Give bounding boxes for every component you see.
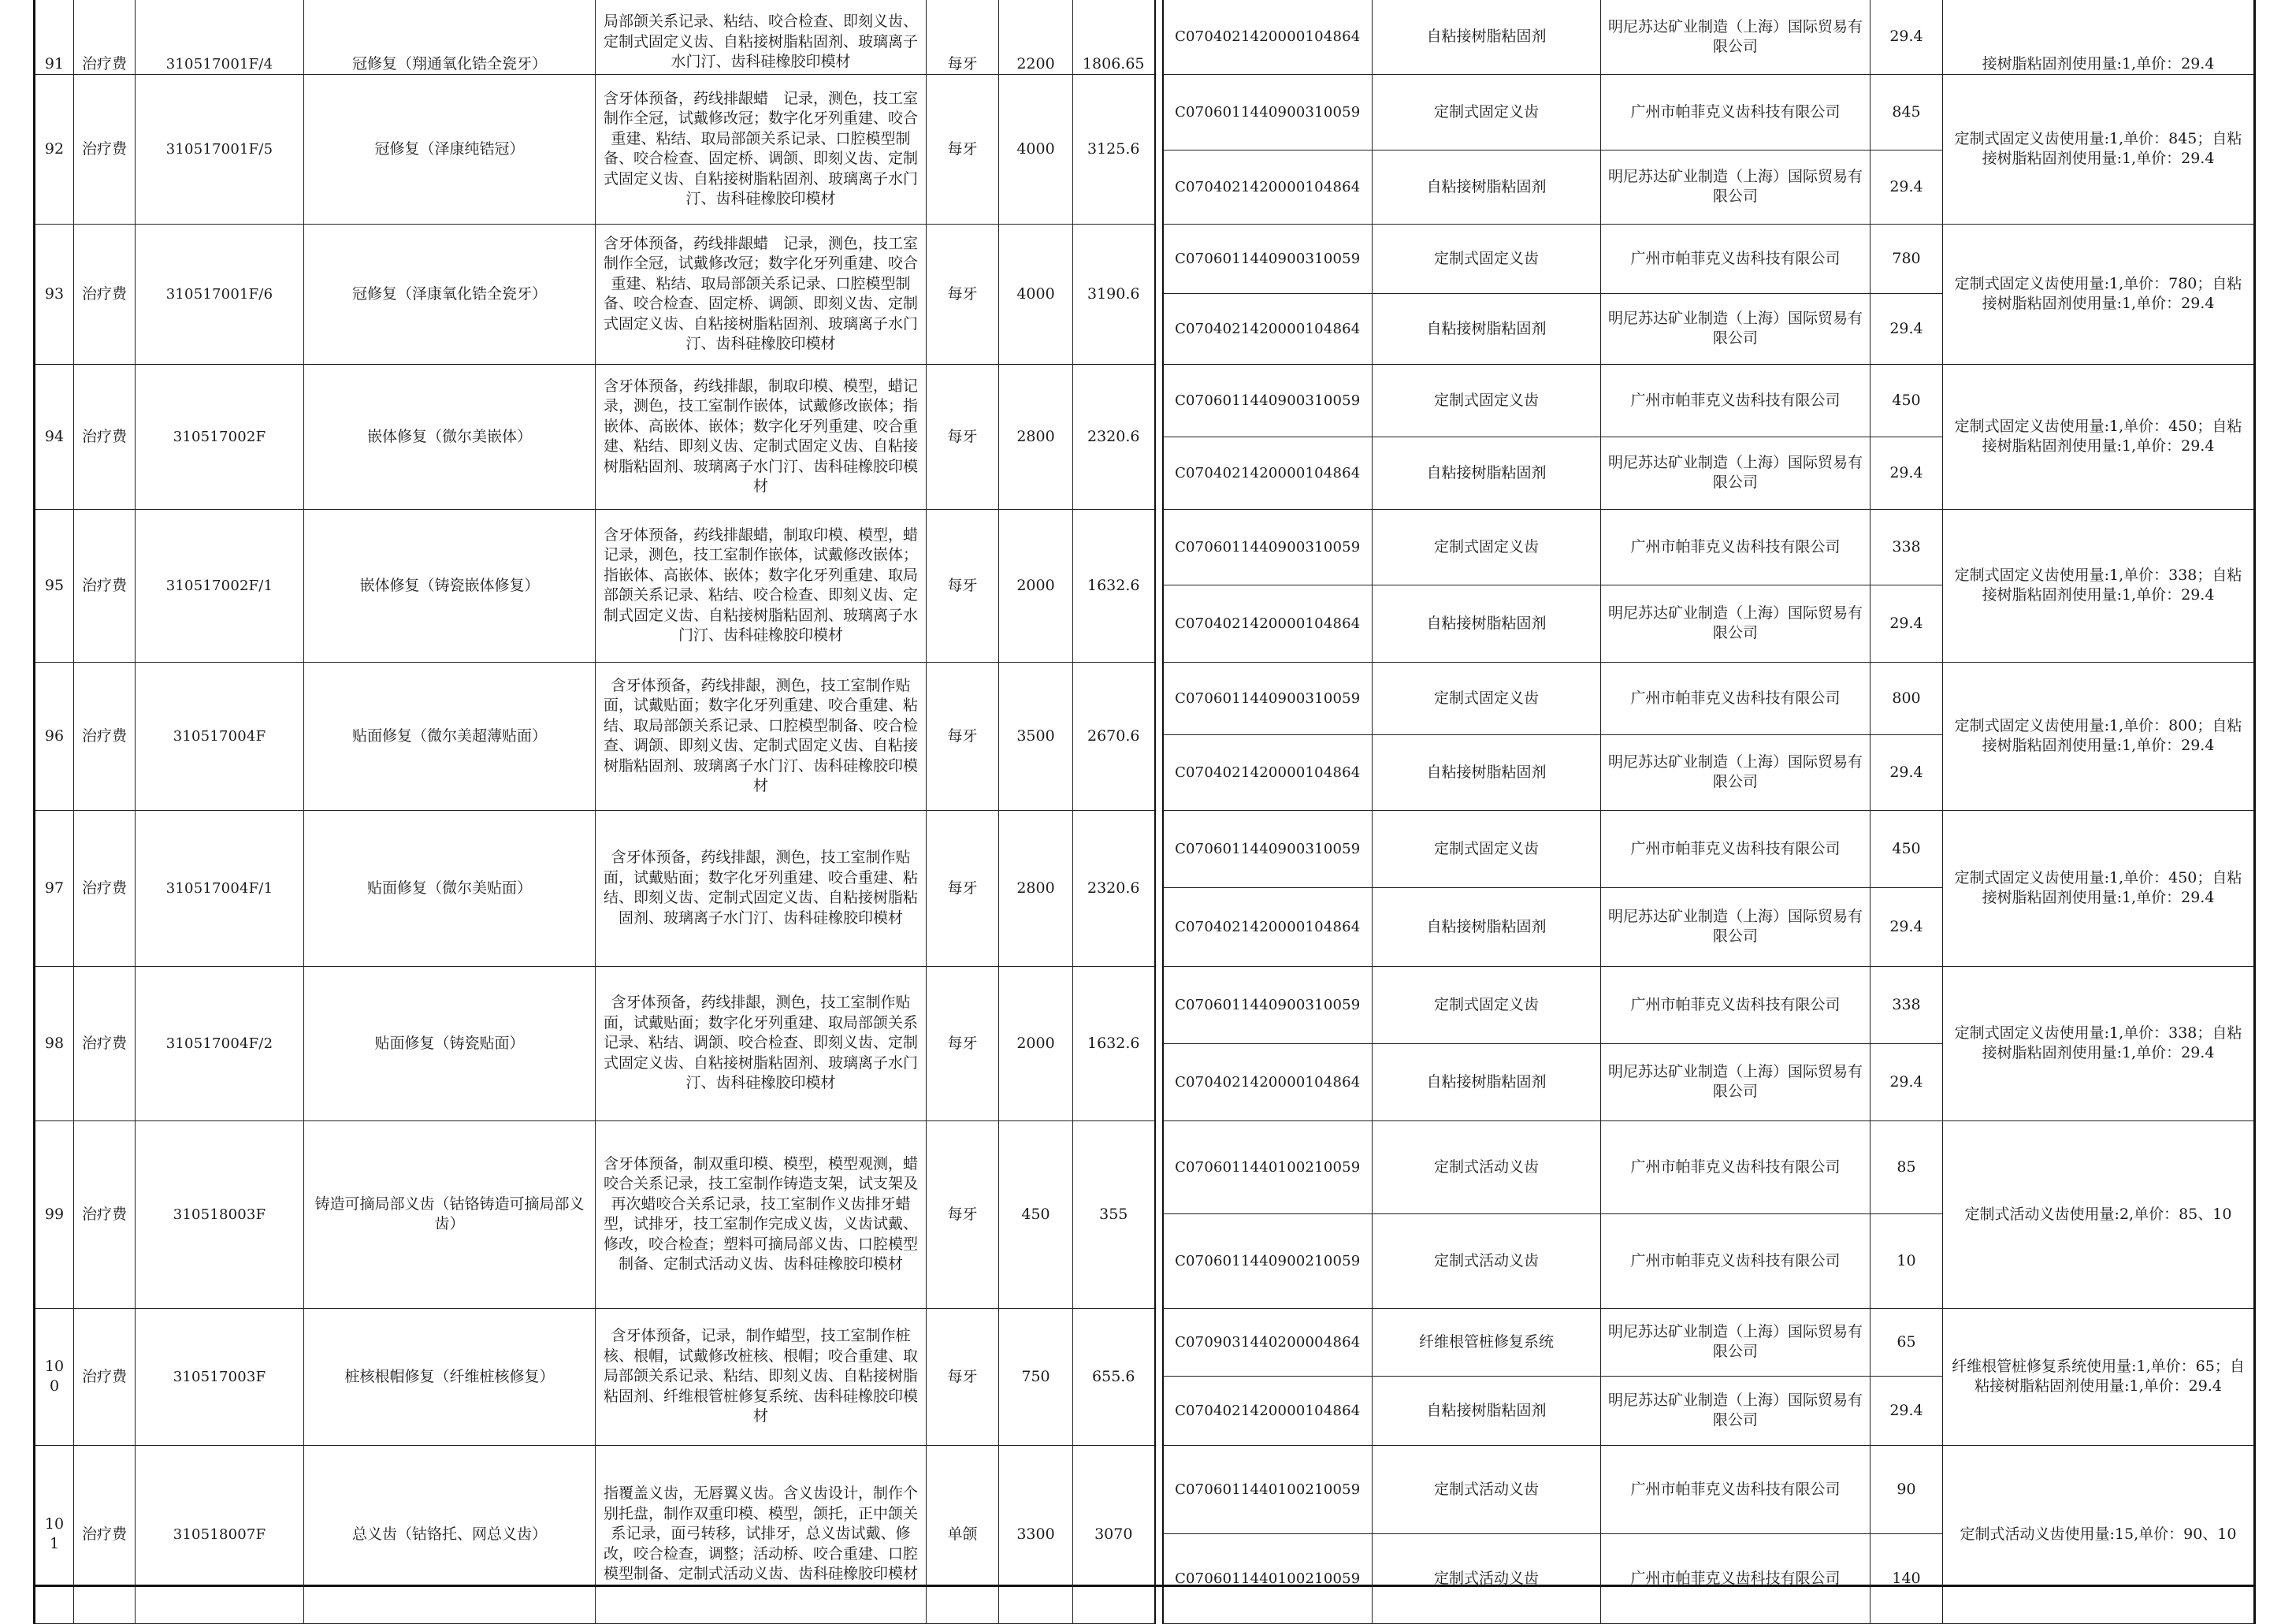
- material-maker: 广州市帕菲克义齿科技有限公司: [1601, 1120, 1870, 1213]
- fee-table-body: [35, 0, 2255, 1623]
- table-row: [35, 224, 2255, 293]
- price-actual: 3125.6: [1073, 74, 1155, 224]
- material-name: 自粘接树脂粘固剂: [1373, 150, 1601, 224]
- material-maker: 明尼苏达矿业制造（上海）国际贸易有限公司: [1601, 585, 1870, 662]
- pricing-unit: 单颌: [927, 1445, 999, 1623]
- material-code: C0704021420000104864: [1163, 150, 1373, 224]
- fee-table-sheet: [33, 0, 2253, 1587]
- price-actual: 3190.6: [1073, 224, 1155, 364]
- pricing-unit: 每牙: [927, 364, 999, 509]
- price-standard: 3500: [999, 662, 1073, 810]
- material-price: 29.4: [1870, 1043, 1943, 1120]
- material-name: 定制式活动义齿: [1373, 1120, 1601, 1213]
- column-gap: [1155, 364, 1163, 509]
- material-maker: 广州市帕菲克义齿科技有限公司: [1601, 810, 1870, 887]
- material-code: C0704021420000104864: [1163, 887, 1373, 966]
- price-actual: 1806.65: [1073, 0, 1155, 74]
- price-actual: 2670.6: [1073, 662, 1155, 810]
- item-code: 310517001F/4: [136, 0, 304, 74]
- material-price: 140: [1870, 1533, 1943, 1623]
- price-standard: 2000: [999, 509, 1073, 662]
- pricing-unit: 每牙: [927, 810, 999, 966]
- price-actual: 3070: [1073, 1445, 1155, 1623]
- material-name: 自粘接树脂粘固剂: [1373, 887, 1601, 966]
- row-number: 92: [35, 74, 74, 224]
- material-name: 定制式活动义齿: [1373, 1533, 1601, 1623]
- material-code: C0706011440900310059: [1163, 364, 1373, 437]
- material-price: 29.4: [1870, 0, 1943, 74]
- price-standard: 750: [999, 1308, 1073, 1445]
- price-standard: 2800: [999, 810, 1073, 966]
- price-actual: 1632.6: [1073, 966, 1155, 1120]
- fee-category: 治疗费: [74, 509, 136, 662]
- item-name: 贴面修复（铸瓷贴面）: [304, 966, 596, 1120]
- pricing-unit: 每牙: [927, 0, 999, 74]
- material-name: 自粘接树脂粘固剂: [1373, 437, 1601, 509]
- price-standard: 2200: [999, 0, 1073, 74]
- row-number: 99: [35, 1120, 74, 1308]
- material-price: 780: [1870, 224, 1943, 293]
- material-maker: 广州市帕菲克义齿科技有限公司: [1601, 1533, 1870, 1623]
- item-code: 310517001F/5: [136, 74, 304, 224]
- table-row: [35, 1445, 2255, 1533]
- item-content: 含牙体预备，药线排龈，测色，技工室制作贴面，试戴贴面；数字化牙列重建、咬合重建、粘结、取局部颌关系记录、口腔模型制备、咬合检查、调颌、即刻义齿、定制式固定义齿、自粘接树脂粘固剂、玻璃离子水门汀、齿科硅橡胶印模材: [596, 662, 927, 810]
- material-code: C0706011440100210059: [1163, 1533, 1373, 1623]
- material-price: 29.4: [1870, 1376, 1943, 1445]
- item-name: 冠修复（翔通氧化锆全瓷牙）: [304, 0, 596, 74]
- usage-note: 定制式固定义齿使用量:1,单价：450；自粘接树脂粘固剂使用量:1,单价：29.4: [1943, 364, 2255, 509]
- price-standard: 4000: [999, 224, 1073, 364]
- material-name: 自粘接树脂粘固剂: [1373, 293, 1601, 364]
- column-gap: [1155, 74, 1163, 224]
- material-price: 450: [1870, 364, 1943, 437]
- item-code: 310518007F: [136, 1445, 304, 1623]
- column-gap: [1155, 1445, 1163, 1623]
- price-standard: 2800: [999, 364, 1073, 509]
- material-code: C0704021420000104864: [1163, 585, 1373, 662]
- material-price: 800: [1870, 662, 1943, 734]
- material-maker: 广州市帕菲克义齿科技有限公司: [1601, 224, 1870, 293]
- material-name: 定制式固定义齿: [1373, 662, 1601, 734]
- material-code: C0704021420000104864: [1163, 293, 1373, 364]
- price-actual: 1632.6: [1073, 509, 1155, 662]
- material-price: 90: [1870, 1445, 1943, 1533]
- material-name: 定制式活动义齿: [1373, 1445, 1601, 1533]
- item-code: 310517004F/1: [136, 810, 304, 966]
- item-code: 310517004F/2: [136, 966, 304, 1120]
- item-code: 310517001F/6: [136, 224, 304, 364]
- column-gap: [1155, 224, 1163, 364]
- row-number: 101: [35, 1445, 74, 1623]
- pricing-unit: 每牙: [927, 1120, 999, 1308]
- column-gap: [1155, 0, 1163, 74]
- usage-note: 定制式固定义齿使用量:1,单价：800；自粘接树脂粘固剂使用量:1,单价：29.4: [1943, 662, 2255, 810]
- usage-note: 定制式固定义齿使用量:1,单价：338；自粘接树脂粘固剂使用量:1,单价：29.4: [1943, 966, 2255, 1120]
- table-row: [35, 509, 2255, 585]
- fee-category: 治疗费: [74, 966, 136, 1120]
- row-number: 93: [35, 224, 74, 364]
- fee-category: 治疗费: [74, 224, 136, 364]
- pricing-unit: 每牙: [927, 662, 999, 810]
- material-name: 自粘接树脂粘固剂: [1373, 734, 1601, 810]
- usage-note: 定制式活动义齿使用量:15,单价：90、10: [1943, 1445, 2255, 1623]
- material-code: C0706011440900310059: [1163, 224, 1373, 293]
- material-code: C0706011440900310059: [1163, 74, 1373, 150]
- item-content: 含牙体预备，记录，制作蜡型，技工室制作桩核、根帽，试戴修改桩核、根帽；咬合重建、取局部颌关系记录、粘结、即刻义齿、自粘接树脂粘固剂、纤维根管桩修复系统、齿科硅橡胶印模材: [596, 1308, 927, 1445]
- material-name: 自粘接树脂粘固剂: [1373, 1043, 1601, 1120]
- material-code: C0706011440100210059: [1163, 1445, 1373, 1533]
- price-standard: 450: [999, 1120, 1073, 1308]
- item-name: 桩核根帽修复（纤维桩核修复）: [304, 1308, 596, 1445]
- row-number: 100: [35, 1308, 74, 1445]
- price-actual: 2320.6: [1073, 364, 1155, 509]
- item-code: 310518003F: [136, 1120, 304, 1308]
- item-content: 含牙体预备，药线排龈蜡 记录，测色，技工室制作全冠，试戴修改冠；数字化牙列重建、咬合重建、粘结、取局部颌关系记录、口腔模型制备、咬合检查、固定桥、调颌、即刻义齿、定制式固定义齿、自粘接树脂粘固剂、玻璃离子水门汀、齿科硅橡胶印模材: [596, 224, 927, 364]
- item-content: 含牙体预备，药线排龈，制取印模、模型，蜡记录，测色，技工室制作嵌体，试戴修改嵌体；指嵌体、高嵌体、嵌体；数字化牙列重建、咬合重建、粘结、即刻义齿、定制式固定义齿、自粘接树脂粘固剂、玻璃离子水门汀、齿科硅橡胶印模材: [596, 364, 927, 509]
- row-number: 97: [35, 810, 74, 966]
- pricing-unit: 每牙: [927, 74, 999, 224]
- price-actual: 655.6: [1073, 1308, 1155, 1445]
- price-actual: 355: [1073, 1120, 1155, 1308]
- pricing-unit: 每牙: [927, 966, 999, 1120]
- item-code: 310517004F: [136, 662, 304, 810]
- material-name: 定制式固定义齿: [1373, 810, 1601, 887]
- material-maker: 明尼苏达矿业制造（上海）国际贸易有限公司: [1601, 734, 1870, 810]
- material-name: 定制式固定义齿: [1373, 509, 1601, 585]
- table-row: [35, 810, 2255, 887]
- material-price: 338: [1870, 509, 1943, 585]
- material-price: 845: [1870, 74, 1943, 150]
- material-maker: 明尼苏达矿业制造（上海）国际贸易有限公司: [1601, 150, 1870, 224]
- material-price: 10: [1870, 1213, 1943, 1308]
- item-code: 310517002F: [136, 364, 304, 509]
- item-name: 嵌体修复（微尔美嵌体）: [304, 364, 596, 509]
- pricing-unit: 每牙: [927, 1308, 999, 1445]
- material-price: 65: [1870, 1308, 1943, 1376]
- material-price: 450: [1870, 810, 1943, 887]
- material-code: C0706011440900310059: [1163, 662, 1373, 734]
- material-maker: 广州市帕菲克义齿科技有限公司: [1601, 662, 1870, 734]
- row-number: 94: [35, 364, 74, 509]
- price-standard: 3300: [999, 1445, 1073, 1623]
- material-price: 29.4: [1870, 887, 1943, 966]
- table-row: [35, 966, 2255, 1043]
- material-name: 自粘接树脂粘固剂: [1373, 585, 1601, 662]
- usage-note: 定制式固定义齿使用量:1,单价：338；自粘接树脂粘固剂使用量:1,单价：29.4: [1943, 509, 2255, 662]
- usage-note: 定制式固定义齿使用量:1,单价：845；自粘接树脂粘固剂使用量:1,单价：29.4: [1943, 74, 2255, 224]
- material-maker: 明尼苏达矿业制造（上海）国际贸易有限公司: [1601, 437, 1870, 509]
- material-maker: 明尼苏达矿业制造（上海）国际贸易有限公司: [1601, 0, 1870, 74]
- material-maker: 广州市帕菲克义齿科技有限公司: [1601, 1445, 1870, 1533]
- material-price: 85: [1870, 1120, 1943, 1213]
- table-row: [35, 1120, 2255, 1213]
- item-name: 贴面修复（微尔美超薄贴面）: [304, 662, 596, 810]
- column-gap: [1155, 1120, 1163, 1308]
- material-price: 29.4: [1870, 150, 1943, 224]
- fee-category: 治疗费: [74, 74, 136, 224]
- material-code: C0704021420000104864: [1163, 0, 1373, 74]
- item-name: 铸造可摘局部义齿（钴铬铸造可摘局部义齿）: [304, 1120, 596, 1308]
- column-gap: [1155, 966, 1163, 1120]
- table-row: [35, 1308, 2255, 1376]
- material-price: 29.4: [1870, 585, 1943, 662]
- material-code: C0706011440900310059: [1163, 810, 1373, 887]
- material-name: 定制式固定义齿: [1373, 224, 1601, 293]
- column-gap: [1155, 662, 1163, 810]
- item-content: 含牙体预备，药线排龈蜡，制取印模、模型，蜡记录，测色，技工室制作嵌体，试戴修改嵌体；指嵌体、高嵌体、嵌体；数字化牙列重建、取局部颌关系记录、粘结、咬合检查、即刻义齿、定制式固定义齿、自粘接树脂粘固剂、玻璃离子水门汀、齿科硅橡胶印模材: [596, 509, 927, 662]
- table-row: [35, 662, 2255, 734]
- row-number: 95: [35, 509, 74, 662]
- price-standard: 4000: [999, 74, 1073, 224]
- material-code: C0706011440100210059: [1163, 1120, 1373, 1213]
- column-gap: [1155, 509, 1163, 662]
- material-name: 定制式活动义齿: [1373, 1213, 1601, 1308]
- item-content: 指覆盖义齿，无唇翼义齿。含义齿设计，制作个别托盘，制作双重印模、模型，颌托，正中颌关系记录，面弓转移，试排牙，总义齿试戴、修改，咬合检查，调整；活动桥、咬合重建、口腔模型制备、定制式活动义齿、齿科硅橡胶印模材: [596, 1445, 927, 1623]
- material-name: 定制式固定义齿: [1373, 966, 1601, 1043]
- table-row: [35, 0, 2255, 74]
- item-content: 含牙体预备，药线排龈，测色，技工室制作贴面，试戴贴面；数字化牙列重建、取局部颌关系记录、粘结、调颌、咬合检查、即刻义齿、定制式固定义齿、自粘接树脂粘固剂、玻璃离子水门汀、齿科硅橡胶印模材: [596, 966, 927, 1120]
- pricing-unit: 每牙: [927, 224, 999, 364]
- item-name: 冠修复（泽康纯锆冠）: [304, 74, 596, 224]
- material-maker: 广州市帕菲克义齿科技有限公司: [1601, 509, 1870, 585]
- usage-note: 纤维根管桩修复系统使用量:1,单价：65；自粘接树脂粘固剂使用量:1,单价：29.4: [1943, 1308, 2255, 1445]
- table-row: [35, 74, 2255, 150]
- item-code: 310517002F/1: [136, 509, 304, 662]
- material-maker: 明尼苏达矿业制造（上海）国际贸易有限公司: [1601, 887, 1870, 966]
- material-maker: 广州市帕菲克义齿科技有限公司: [1601, 1213, 1870, 1308]
- row-number: 91: [35, 0, 74, 74]
- material-code: C0706011440900310059: [1163, 966, 1373, 1043]
- item-content: 局部颌关系记录、粘结、咬合检查、即刻义齿、定制式固定义齿、自粘接树脂粘固剂、玻璃离子水门汀、齿科硅橡胶印模材: [596, 0, 927, 74]
- price-standard: 2000: [999, 966, 1073, 1120]
- item-content: 含牙体预备，药线排龈，测色，技工室制作贴面，试戴贴面；数字化牙列重建、咬合重建、粘结、即刻义齿、定制式固定义齿、自粘接树脂粘固剂、玻璃离子水门汀、齿科硅橡胶印模材: [596, 810, 927, 966]
- usage-note: 定制式活动义齿使用量:2,单价：85、10: [1943, 1120, 2255, 1308]
- item-name: 贴面修复（微尔美贴面）: [304, 810, 596, 966]
- material-code: C0706011440900210059: [1163, 1213, 1373, 1308]
- material-price: 29.4: [1870, 734, 1943, 810]
- material-code: C0704021420000104864: [1163, 437, 1373, 509]
- item-code: 310517003F: [136, 1308, 304, 1445]
- item-name: 嵌体修复（铸瓷嵌体修复）: [304, 509, 596, 662]
- material-code: C0704021420000104864: [1163, 1043, 1373, 1120]
- material-maker: 广州市帕菲克义齿科技有限公司: [1601, 966, 1870, 1043]
- fee-category: 治疗费: [74, 364, 136, 509]
- fee-category: 治疗费: [74, 1120, 136, 1308]
- item-name: 冠修复（泽康氧化锆全瓷牙）: [304, 224, 596, 364]
- material-maker: 明尼苏达矿业制造（上海）国际贸易有限公司: [1601, 1376, 1870, 1445]
- item-name: 总义齿（钴铬托、网总义齿）: [304, 1445, 596, 1623]
- column-gap: [1155, 1308, 1163, 1445]
- row-number: 96: [35, 662, 74, 810]
- price-actual: 2320.6: [1073, 810, 1155, 966]
- material-maker: 明尼苏达矿业制造（上海）国际贸易有限公司: [1601, 1043, 1870, 1120]
- usage-note: 定制式固定义齿使用量:1,单价：780；自粘接树脂粘固剂使用量:1,单价：29.4: [1943, 224, 2255, 364]
- table-row: [35, 364, 2255, 437]
- fee-category: 治疗费: [74, 1445, 136, 1623]
- material-maker: 明尼苏达矿业制造（上海）国际贸易有限公司: [1601, 1308, 1870, 1376]
- material-maker: 明尼苏达矿业制造（上海）国际贸易有限公司: [1601, 293, 1870, 364]
- usage-note: 接树脂粘固剂使用量:1,单价：29.4: [1943, 0, 2255, 74]
- material-code: C0704021420000104864: [1163, 734, 1373, 810]
- material-code: C0706011440900310059: [1163, 509, 1373, 585]
- material-code: C0704021420000104864: [1163, 1376, 1373, 1445]
- material-price: 338: [1870, 966, 1943, 1043]
- material-name: 定制式固定义齿: [1373, 74, 1601, 150]
- material-maker: 广州市帕菲克义齿科技有限公司: [1601, 364, 1870, 437]
- column-gap: [1155, 810, 1163, 966]
- row-number: 98: [35, 966, 74, 1120]
- fee-category: 治疗费: [74, 1308, 136, 1445]
- usage-note: 定制式固定义齿使用量:1,单价：450；自粘接树脂粘固剂使用量:1,单价：29.4: [1943, 810, 2255, 966]
- material-maker: 广州市帕菲克义齿科技有限公司: [1601, 74, 1870, 150]
- material-name: 自粘接树脂粘固剂: [1373, 0, 1601, 74]
- material-name: 自粘接树脂粘固剂: [1373, 1376, 1601, 1445]
- item-content: 含牙体预备，制双重印模、模型，模型观测，蜡咬合关系记录，技工室制作铸造支架，试支架及再次蜡咬合关系记录，技工室制作义齿排牙蜡型，试排牙，技工室制作完成义齿，义齿试戴、修改，咬合检查；塑料可摘局部义齿、口腔模型制备、定制式活动义齿、齿科硅橡胶印模材: [596, 1120, 927, 1308]
- item-content: 含牙体预备，药线排龈蜡 记录，测色，技工室制作全冠，试戴修改冠；数字化牙列重建、咬合重建、粘结、取局部颌关系记录、口腔模型制备、咬合检查、固定桥、调颌、即刻义齿、定制式固定义齿、自粘接树脂粘固剂、玻璃离子水门汀、齿科硅橡胶印模材: [596, 74, 927, 224]
- fee-category: 治疗费: [74, 810, 136, 966]
- material-price: 29.4: [1870, 293, 1943, 364]
- material-name: 定制式固定义齿: [1373, 364, 1601, 437]
- material-code: C0709031440200004864: [1163, 1308, 1373, 1376]
- fee-category: 治疗费: [74, 0, 136, 74]
- pricing-unit: 每牙: [927, 509, 999, 662]
- material-name: 纤维根管桩修复系统: [1373, 1308, 1601, 1376]
- fee-category: 治疗费: [74, 662, 136, 810]
- fee-table: [33, 0, 2256, 1624]
- material-price: 29.4: [1870, 437, 1943, 509]
